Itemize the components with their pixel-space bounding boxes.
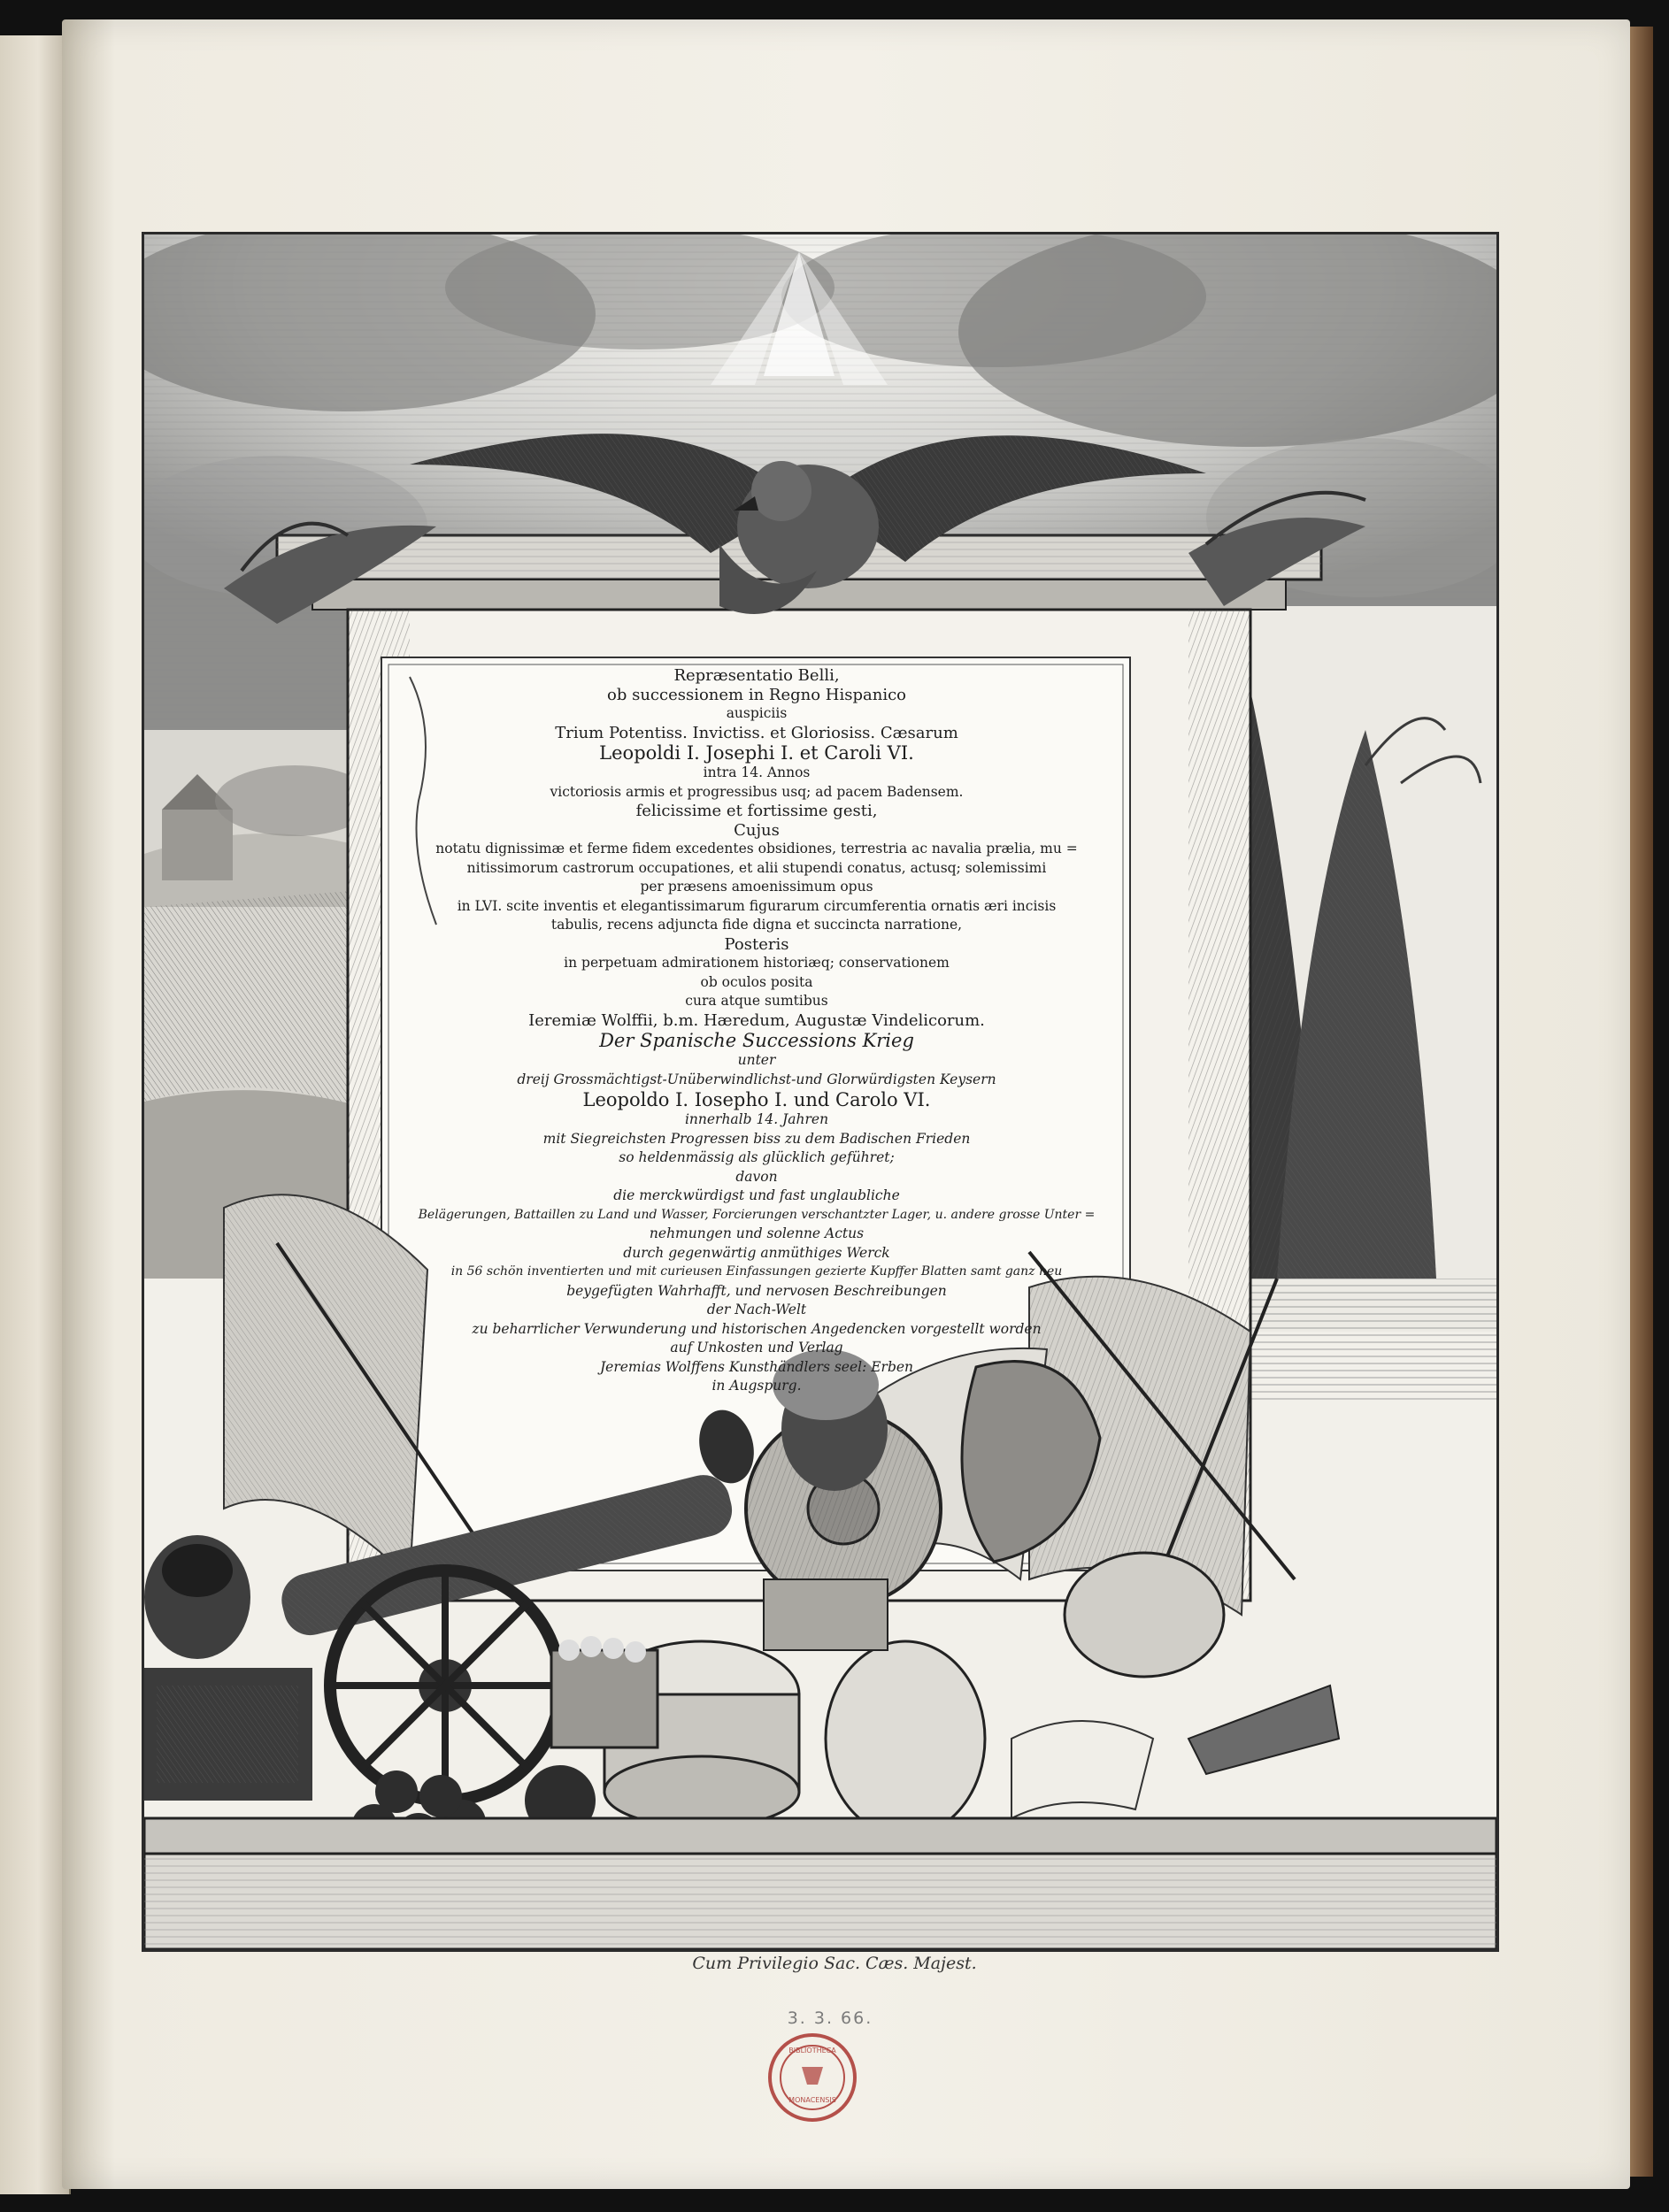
inscription-line: so heldenmässig als glücklich geführet; (619, 1149, 895, 1165)
inscription-line: Der Spanische Successions Krieg (599, 1030, 914, 1051)
stone-base (144, 1818, 1496, 1949)
inscription-line: nitissimorum castrorum occupationes, et alii stupendi conatus, actusq; solemissimi (466, 859, 1047, 876)
inscription-line: in 56 schön inventierten und mit curieusen Einfassungen gezierte Kupffer Blatten samt ganz neu (450, 1264, 1063, 1279)
stamp-inner-text: MONACENSIS (788, 2096, 836, 2104)
inscription-line: Leopoldo I. Iosepho I. und Carolo VI. (582, 1089, 931, 1110)
inscription-line: Repræsentatio Belli, (673, 666, 840, 685)
inscription-line: auf Unkosten und Verlag (670, 1340, 843, 1356)
inscription-line: Leopoldi I. Josephi I. et Caroli VI. (599, 742, 914, 764)
latin-inscription (394, 666, 1119, 1030)
inscription-line: intra 14. Annos (703, 764, 811, 780)
inscription-line: cura atque sumtibus (685, 993, 828, 1009)
inscription-line: ob successionem in Regno Hispanico (607, 685, 906, 704)
inscription-line: notatu dignissimæ et ferme fidem excedentes obsidiones, terrestria ac navalia prælia, mu = (435, 841, 1078, 856)
inscription-line: in Augspurg. (711, 1378, 802, 1394)
inscription-line: in LVI. scite inventis et elegantissimarum figurarum circumferentia ornatis æri incisis (457, 897, 1057, 914)
inscription-line: felicissime et fortissime gesti, (635, 802, 878, 820)
left-page-edge (0, 35, 71, 2194)
engraved-plate (142, 232, 1499, 1952)
tablet-inscription (394, 666, 1119, 1551)
inscription-line: nehmungen und solenne Actus (649, 1225, 865, 1241)
stamp-outer-text: BIBLIOTHECA (788, 2047, 836, 2055)
inscription-line: davon (735, 1168, 778, 1185)
inscription-line: Belägerungen, Battaillen zu Land und Wasser, Forcierungen verschantzter Lager, u. andere grosse Unter = (418, 1207, 1096, 1222)
inscription-line: mit Siegreichsten Progressen biss zu dem Badischen Frieden (542, 1130, 971, 1147)
inscription-line: victoriosis armis et progressibus usq; ad pacem Badensem. (550, 783, 964, 800)
library-stamp (766, 2032, 858, 2124)
inscription-line: ob oculos posita (700, 973, 813, 990)
inscription-line: dreij Grossmächtigst-Unüberwindlichst-und Glorwürdigsten Keysern (517, 1071, 996, 1087)
inscription-line: beygefügten Wahrhafft, und nervosen Beschreibungen (566, 1282, 947, 1299)
inscription-line: in perpetuam admirationem historiæq; conservationem (564, 955, 950, 971)
inscription-line: innerhalb 14. Jahren (684, 1111, 829, 1127)
book-spine-edge (1627, 27, 1653, 2177)
inscription-line: Posteris (724, 934, 789, 954)
inscription-line: der Nach-Welt (706, 1302, 807, 1317)
inscription-line: die merckwürdigst und fast unglaubliche (613, 1187, 900, 1203)
inscription-line: Ieremiæ Wolffii, b.m. Hæredum, Augustæ Vindelicorum. (528, 1010, 985, 1030)
inscription-line: Cujus (734, 820, 780, 840)
inscription-line: zu beharrlicher Verwunderung und historischen Angedencken vorgestellt worden (472, 1320, 1042, 1337)
privilege-line: Cum Privilegio Sac. Cæs. Majest. (692, 1954, 977, 1973)
inscription-line: unter (737, 1052, 776, 1068)
call-number: 3. 3. 66. (787, 2008, 873, 2028)
inscription-line: Jeremias Wolffens Kunsthändlers seel: Erben (599, 1358, 914, 1375)
inscription-line: per præsens amoenissimum opus (640, 879, 873, 895)
inscription-line: durch gegenwärtig anmüthiges Werck (623, 1244, 890, 1261)
inscription-line: auspiciis (726, 705, 788, 721)
german-inscription (394, 1030, 1119, 1396)
inscription-line: tabulis, recens adjuncta fide digna et succincta narratione, (550, 917, 963, 933)
inscription-line: Trium Potentiss. Invictiss. et Gloriosiss. Cæsarum (555, 723, 958, 742)
